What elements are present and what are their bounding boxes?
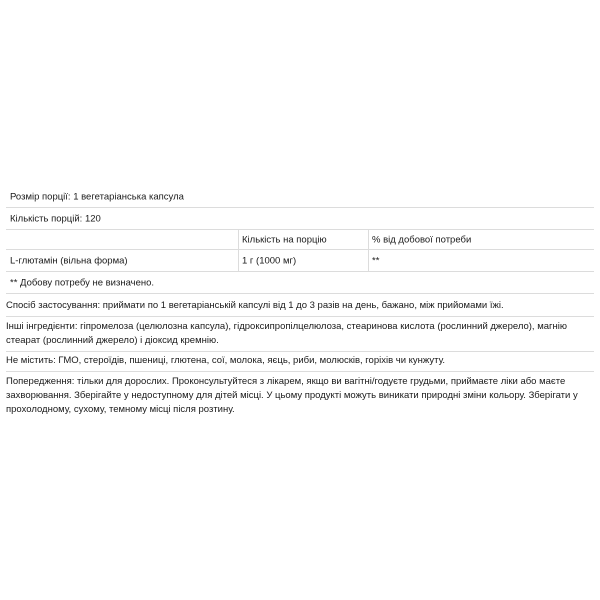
column-divider	[238, 230, 239, 249]
footnote-text: ** Добову потребу не визначено.	[10, 277, 155, 288]
table-header-row	[6, 230, 594, 250]
supplement-facts-table	[6, 186, 594, 294]
other-ingredients: Інші інгредієнти: гіпромелоза (целюлозна капсула), гідроксипропілцелюлоза, стеаринова кислота (рослинний джерело), магнію стеарат (рослинний джерело) і діоксид кремнію.	[6, 320, 594, 352]
ingredient-daily-value: **	[372, 255, 380, 266]
table-row	[6, 250, 594, 272]
daily-value-header: % від добової потреби	[372, 234, 472, 245]
column-divider	[238, 250, 239, 271]
footnote-row	[6, 272, 594, 294]
serving-size-text: Розмір порції: 1 вегетаріанська капсула	[10, 191, 184, 202]
servings-per-container-text: Кількість порцій: 120	[10, 213, 101, 224]
ingredient-amount: 1 г (1000 мг)	[242, 255, 297, 266]
column-divider	[368, 250, 369, 271]
column-divider	[368, 230, 369, 249]
warnings: Попередження: тільки для дорослих. Проконсультуйтеся з лікарем, якщо ви вагітні/годуєте грудьми, приймаєте ліки або маєте захворювання. Зберігайте у недоступному для дітей місці. У цьому продукті можуть виникати природні зміни кольору. Зберігати у прохолодному, сухому, темному місці після розтину.	[6, 376, 578, 415]
usage-instructions: Спосіб застосування: приймати по 1 вегетаріанській капсулі від 1 до 3 разів на день, бажано, між прийомами їжі.	[6, 299, 594, 317]
ingredient-name: L-глютамін (вільна форма)	[10, 255, 128, 266]
free-of-statement: Не містить: ГМО, стероїдів, пшениці, глютена, сої, молока, яєць, риби, молюсків, горіхів чи кунжуту.	[6, 354, 594, 372]
servings-per-container-row	[6, 208, 594, 230]
serving-size-row	[6, 186, 594, 208]
amount-per-serving-header: Кількість на порцію	[242, 234, 327, 245]
